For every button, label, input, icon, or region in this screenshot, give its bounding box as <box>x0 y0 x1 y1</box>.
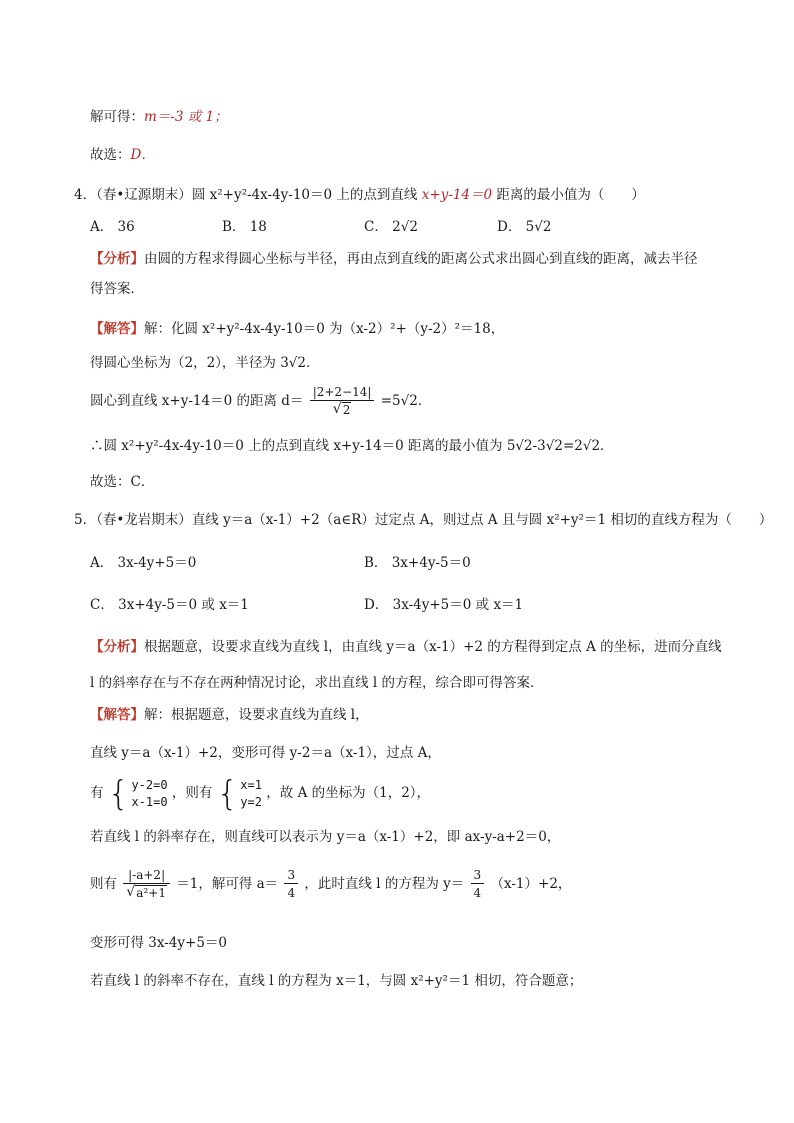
text: 解可得： <box>90 109 144 125</box>
text: =5√2． <box>380 393 432 409</box>
tangent-fraction <box>123 867 170 902</box>
equation-system-1: { y-2=0 x-1=0 <box>107 773 168 814</box>
text: 有 <box>90 785 104 801</box>
distance-fraction <box>310 384 375 419</box>
question-source: （春•龙岩期末） <box>96 512 192 528</box>
q5-solution-6 <box>90 934 227 952</box>
question-number: 5． <box>74 512 97 528</box>
text: 解：根据题意，设要求直线为直线 l， <box>144 707 369 723</box>
text: m＝-3 或 1； <box>144 109 228 125</box>
fraction-denominator: √ a²+1 <box>123 884 170 902</box>
q5-analysis-2 <box>90 674 544 692</box>
text: ∴圆 x²+y²-4x-4y-10＝0 上的点到直线 x+y-14＝0 距离的最小值为 5√2-3√2=2√2． <box>90 438 614 454</box>
text: 根据题意，设要求直线为直线 l，由直线 y＝a（x-1）+2 的方程得到定点 A 的坐标，进而分直线 <box>144 639 722 655</box>
text: 距离的最小值为（ ） <box>492 187 645 203</box>
q4-solution-3 <box>90 384 431 419</box>
equation-system-2: { x=1 y=2 <box>216 773 262 814</box>
text: ，故 A 的坐标为（1，2）， <box>266 785 431 801</box>
q4-final <box>90 473 154 491</box>
q4-option-d: D． 5√2 <box>497 219 552 235</box>
q4-stem <box>74 186 645 204</box>
text: 直线 y＝a（x-1）+2，变形可得 y-2＝a（x-1），过点 A， <box>90 745 441 761</box>
fraction-numerator: |-a+2| <box>123 867 170 884</box>
q5-solution-7 <box>90 972 582 990</box>
q5-solution-5 <box>90 866 571 902</box>
text: x+y-14＝0 <box>421 187 493 203</box>
q4-solution-2 <box>90 354 320 372</box>
q4-analysis-2 <box>90 280 144 298</box>
q4-solution-4 <box>90 437 614 455</box>
answer-tag: 【解答】 <box>90 707 144 723</box>
q4-option-b: B． 18 <box>222 219 267 235</box>
q5-solution-3 <box>90 773 431 814</box>
text: D． <box>130 147 155 163</box>
text: 得圆心坐标为（2，2），半径为 3√2． <box>90 355 320 371</box>
text: l 的斜率存在与不存在两种情况讨论，求出直线 l 的方程，综合即可得答案． <box>90 675 544 691</box>
q4-solution-1 <box>90 320 504 338</box>
question-source: （春•辽源期末） <box>96 187 192 203</box>
text: （x-1）+2， <box>490 876 572 892</box>
text: 变形可得 3x-4y+5＝0 <box>90 935 228 951</box>
q5-solution-4 <box>90 828 560 846</box>
text: 圆 x²+y²-4x-4y-10＝0 上的点到直线 <box>191 187 422 203</box>
text: 若直线 l 的斜率不存在，直线 l 的方程为 x＝1，与圆 x²+y²＝1 相切，符合题意； <box>90 973 583 989</box>
answer-tag: 【解答】 <box>90 321 144 337</box>
text: 故选：C． <box>90 474 155 490</box>
q5-stem <box>74 511 772 529</box>
text: ＝1，解可得 a＝ <box>176 876 279 892</box>
q5-analysis-1 <box>90 638 722 656</box>
fraction-numerator: |2+2−14| <box>310 384 375 401</box>
text: 圆心到直线 x+y-14＝0 的距离 d＝ <box>90 393 304 409</box>
analysis-tag: 【分析】 <box>90 251 144 267</box>
slope-fraction-1: $\frac{3}{4}$ <box>284 867 298 902</box>
text: 故选： <box>90 147 131 163</box>
text: 得答案． <box>90 281 144 297</box>
text: 若直线 l 的斜率存在，则直线可以表示为 y＝a（x-1）+2，即 ax-y-a+2＝0， <box>90 829 561 845</box>
q5-solution-1 <box>90 706 369 724</box>
q4-option-a: A． 36 <box>90 219 135 235</box>
slope-fraction-2: $\frac{3}{4}$ <box>471 867 485 902</box>
q5-solution-2 <box>90 744 441 762</box>
q5-option-a: A． 3x-4y+5＝0 <box>90 555 197 571</box>
q5-option-c: C． 3x+4y-5＝0 或 x＝1 <box>90 597 249 613</box>
sol3-solve-line <box>90 108 228 126</box>
q4-option-c: C． 2√2 <box>364 219 418 235</box>
text: 则有 <box>90 876 117 892</box>
q5-option-d: D． 3x-4y+5＝0 或 x＝1 <box>364 597 524 613</box>
q5-option-b: B． 3x+4y-5＝0 <box>364 555 471 571</box>
text: ，则有 <box>171 785 213 801</box>
sol3-answer-line <box>90 146 155 164</box>
text: 直线 y＝a（x-1）+2（a∈R）过定点 A，则过点 A 且与圆 x²+y²＝1 相切的直线方程为（ ） <box>191 512 773 528</box>
text: 由圆的方程求得圆心坐标与半径，再由点到直线的距离公式求出圆心到直线的距离，减去半径 <box>144 251 698 267</box>
fraction-denominator: √ 2 <box>310 401 375 419</box>
text: ，此时直线 l 的方程为 y＝ <box>304 876 465 892</box>
question-number: 4． <box>74 187 97 203</box>
analysis-tag: 【分析】 <box>90 639 144 655</box>
q4-analysis-1 <box>90 250 698 268</box>
text: 解：化圆 x²+y²-4x-4y-10＝0 为（x-2）²+（y-2）²＝18， <box>144 321 505 337</box>
